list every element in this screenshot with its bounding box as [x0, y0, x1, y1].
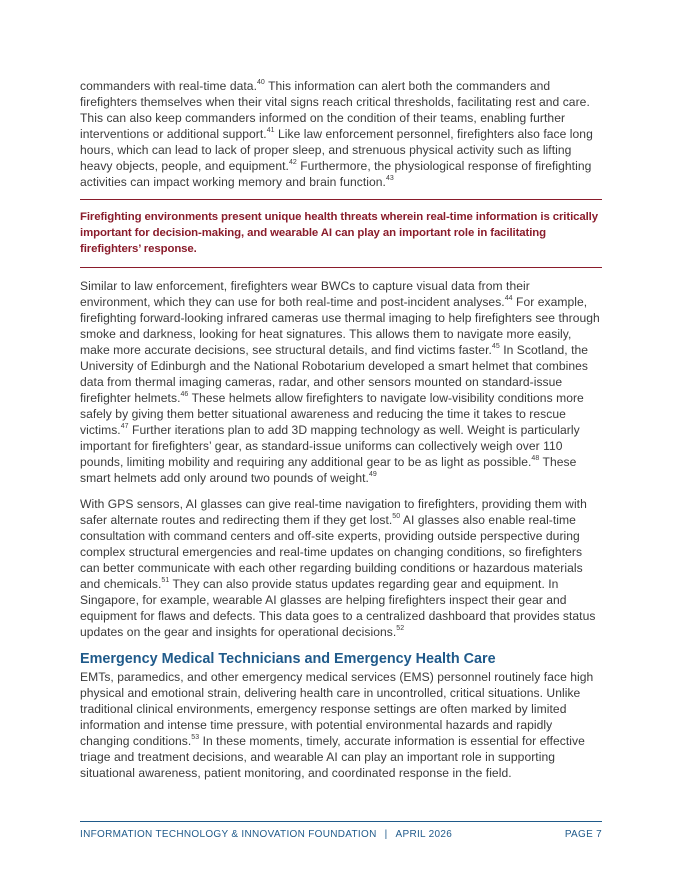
footnote-ref[interactable]: 42 — [288, 158, 297, 166]
text-span: EMTs, paramedics, and other emergency medical services (EMS) personnel routinely face high physical and emotional strain, delivering health care in uncontrolled, critical situations. Unlike traditional clinical environments, emergency response settings are often marked by limited information and intense time pressure, with potential environmental hazards and rapidly changing conditions. — [80, 670, 594, 748]
text-span: Like law enforcement personnel, firefighters also face long hours, which can lead to lack of proper sleep, and strenuous physical activity such as lifting heavy objects, people, and equipment. — [80, 127, 593, 173]
footnote-ref[interactable]: 47 — [120, 422, 129, 430]
footnote-ref[interactable]: 51 — [161, 576, 170, 584]
footer-org: INFORMATION TECHNOLOGY & INNOVATION FOUNDATION — [80, 829, 377, 840]
footnote-ref[interactable]: 43 — [385, 174, 394, 182]
text-span: Further iterations plan to add 3D mapping technology as well. Weight is particularly important for firefighters’ gear, as standard-issue uniforms can collectively weigh over 110 pounds, limiting mobility and requiring any additional gear to be as light as possible. — [80, 423, 580, 469]
footnote-ref[interactable]: 45 — [491, 342, 500, 350]
text-span: In Scotland, the University of Edinburgh and the National Robotarium developed a smart helmet that combines data from thermal imaging cameras, radar, and other sensors mounted on standard-issue firefighter helmets. — [80, 343, 589, 405]
text-span: These smart helmets add only around two pounds of weight. — [80, 455, 577, 485]
text-span: With GPS sensors, AI glasses can give real-time navigation to firefighters, providing them with safer alternate routes and redirecting them if they get lost. — [80, 497, 587, 527]
document-page — [80, 78, 602, 781]
section-heading: Emergency Medical Technicians and Emergency Health Care — [80, 651, 496, 667]
page-number: PAGE 7 — [564, 829, 602, 840]
text-span: commanders with real-time data. — [80, 79, 257, 93]
footer-date: APRIL 2026 — [395, 829, 453, 840]
text-span: AI glasses also enable real-time consultation with command centers and off-site experts, providing outside perspective during complex structural emergencies and real-time updates on changing conditions, so firefighters can better communicate with each other regarding building conditions or hazardous materials and chemicals. — [80, 513, 583, 591]
text-span: These helmets allow firefighters to navigate low-visibility conditions more safely by giving them better situational awareness and reducing the time it takes to rescue victims. — [80, 391, 584, 437]
text-span: Similar to law enforcement, firefighters wear BWCs to capture visual data from their environment, which they can use for both real-time and post-incident analyses. — [80, 279, 530, 309]
footer-left — [80, 829, 452, 840]
paragraph-firefighter-cameras — [80, 278, 602, 486]
paragraph-firefighter-monitoring — [80, 78, 602, 190]
footnote-ref[interactable]: 46 — [180, 390, 189, 398]
footnote-ref[interactable]: 53 — [191, 733, 200, 741]
footnote-ref[interactable]: 40 — [256, 78, 265, 86]
text-span: They can also provide status updates regarding gear and equipment. In Singapore, for example, wearable AI glasses are helping firefighters inspect their gear and equipment for flaws and defects. This data goes to a centralized dashboard that provides status updates on the gear and insights for operational decisions. — [80, 577, 596, 639]
page-footer — [80, 821, 602, 840]
footer-separator: | — [384, 829, 388, 840]
paragraph-emt — [80, 669, 602, 781]
footnote-ref[interactable]: 48 — [531, 454, 540, 462]
footnote-ref[interactable]: 52 — [396, 624, 405, 632]
text-span: For example, firefighting forward-looking infrared cameras use thermal imaging to help firefighters see through smoke and darkness, looking for heat signatures. This allows them to navigate more easily, make more accurate decisions, see structural details, and find victims faster. — [80, 295, 600, 357]
footnote-ref[interactable]: 50 — [392, 512, 401, 520]
pull-quote-text: Firefighting environments present unique health threats wherein real-time information is critically important for decision-making, and wearable AI can play an important role in facilitating firefighters’ response. — [80, 211, 598, 255]
footnote-ref[interactable]: 44 — [504, 294, 513, 302]
footnote-ref[interactable]: 41 — [266, 126, 275, 134]
paragraph-ai-glasses — [80, 496, 602, 640]
text-span: Furthermore, the physiological response of firefighting activities can impact working memory and brain function. — [80, 159, 592, 189]
text-span: In these moments, timely, accurate information is essential for effective triage and treatment decisions, and wearable AI can play an important role in supporting situational awareness, patient monitoring, and coordinated response in the field. — [80, 734, 585, 780]
footnote-ref[interactable]: 49 — [368, 470, 377, 478]
text-span: This information can alert both the commanders and firefighters themselves when their vital signs reach critical thresholds, facilitating rest and care. This can also keep commanders informed on the condition of their teams, enabling further interventions or additional support. — [80, 79, 590, 141]
pull-quote-callout — [80, 199, 602, 268]
